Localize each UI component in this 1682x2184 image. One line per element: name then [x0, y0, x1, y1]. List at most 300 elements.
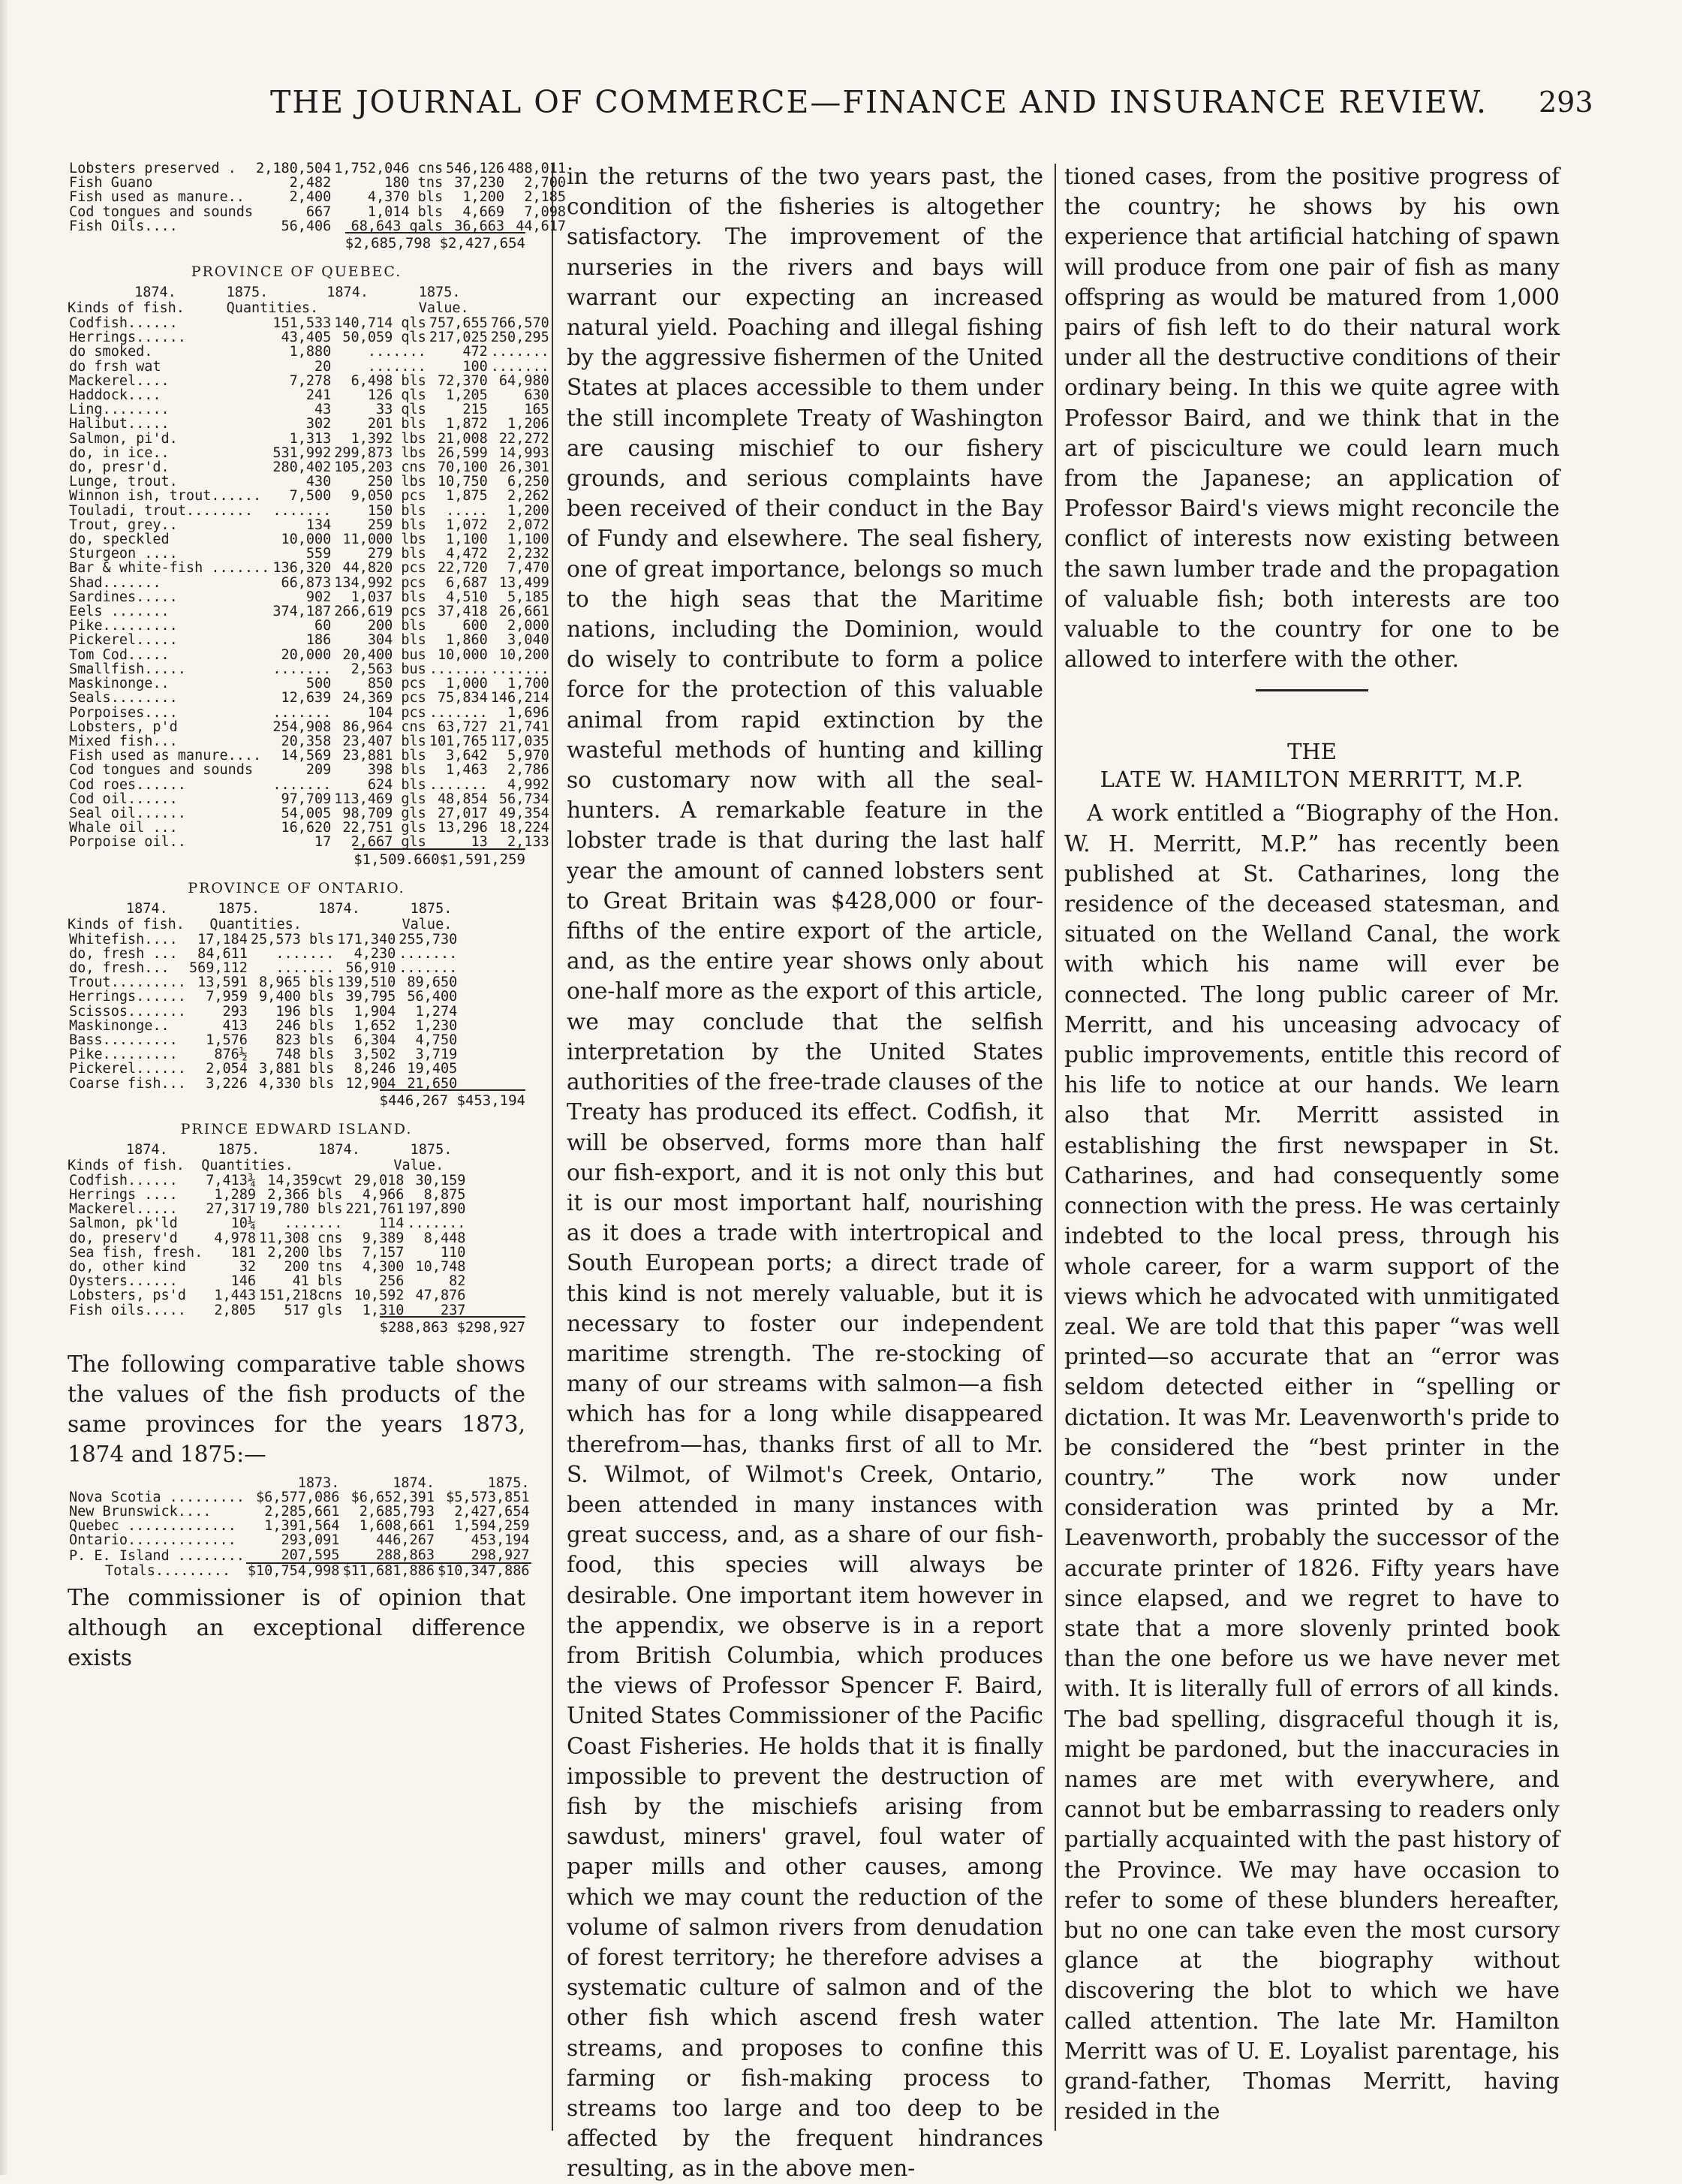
- value-cell: 10,200: [498, 646, 549, 663]
- value-cell: $6,577,086: [256, 1489, 340, 1505]
- value-cell: 23,407 bls: [342, 733, 426, 749]
- value-cell: 100: [462, 358, 488, 375]
- table-row: [68, 576, 551, 590]
- table-row: [68, 778, 551, 792]
- fish-kind-cell: Ling........: [69, 402, 170, 418]
- value-cell: 246 bls: [275, 1017, 335, 1034]
- table-row: [68, 763, 551, 777]
- table-row: [68, 604, 551, 619]
- value-cell: 13,591: [197, 975, 248, 991]
- value-cell: 250 lbs: [367, 474, 426, 490]
- value-cell: 488,011: [507, 161, 567, 176]
- pei-title: PRINCE EDWARD ISLAND.: [180, 1120, 413, 1137]
- fish-kind-cell: Trout, grey..: [69, 517, 178, 533]
- value-cell: 126 qls: [367, 387, 426, 404]
- fish-kind-cell: do frsh wat: [69, 358, 161, 375]
- value-cell: 22,272: [498, 430, 549, 447]
- value-cell: 70,100: [437, 459, 488, 476]
- table-row: [68, 821, 551, 835]
- table-row: [68, 1303, 467, 1318]
- value-cell: 32: [239, 1258, 257, 1275]
- value-cell: 14,993: [498, 444, 549, 461]
- value-cell: 22,720: [437, 560, 488, 577]
- value-cell: 6,250: [507, 474, 549, 490]
- value-cell: 600: [462, 618, 488, 634]
- value-cell: 4,966: [362, 1186, 405, 1203]
- value-cell: 2,262: [507, 488, 549, 505]
- fish-kind-cell: Cod tongues and sounds: [69, 762, 254, 779]
- value-cell: .......: [429, 776, 488, 793]
- fish-kind-cell: do, speckled: [69, 532, 170, 548]
- column-rule-1: [552, 164, 553, 2131]
- value-cell: 41 bls: [292, 1273, 343, 1290]
- column-1: [68, 161, 567, 2151]
- value-cell: 7,157: [362, 1244, 405, 1261]
- value-cell: 6,498 bls: [351, 372, 426, 389]
- fish-kind-cell: Mackerel....: [69, 372, 170, 389]
- value-cell: 8,246: [354, 1061, 396, 1077]
- value-cell: 1,100: [507, 532, 549, 548]
- table-row: [68, 1062, 459, 1076]
- value-cell: 14,359cwt: [267, 1172, 343, 1188]
- section-divider: [1256, 689, 1368, 691]
- value-cell: 302: [305, 416, 332, 432]
- value-cell: 2,366 bls: [267, 1186, 343, 1203]
- value-cell: 3,719: [415, 1047, 458, 1063]
- value-cell: .....: [446, 502, 488, 519]
- fish-kind-cell: Salmon, pi'd.: [69, 430, 178, 447]
- value-cell: 2,000: [507, 618, 549, 634]
- value-cell: .......: [490, 661, 549, 677]
- value-cell: 1,696: [507, 704, 549, 721]
- value-cell: 1,206: [507, 416, 549, 432]
- value-cell: 266,619 pcs: [334, 604, 426, 620]
- fish-kind-cell: Touladi, trout........: [69, 502, 254, 519]
- fish-kind-cell: Whitefish....: [69, 931, 178, 947]
- value-cell: 11,000 lbs: [342, 532, 426, 548]
- value-cell: 667: [305, 203, 332, 220]
- value-cell: 21,008: [437, 430, 488, 447]
- value-cell: 98,709 gls: [342, 805, 426, 821]
- value-cell: 256: [378, 1273, 405, 1290]
- value-cell: 37,418: [437, 604, 488, 620]
- table-row: [68, 417, 551, 431]
- value-cell: 531,992: [272, 444, 332, 461]
- fish-kind-cell: Codfish......: [69, 1172, 178, 1188]
- fish-kind-cell: do, preserv'd: [69, 1230, 178, 1246]
- column-2: [567, 161, 1043, 2184]
- table-row: [68, 360, 551, 374]
- fish-kind-cell: do, presr'd.: [69, 459, 170, 476]
- value-cell: 398 bls: [367, 762, 426, 779]
- table-row: [68, 316, 551, 330]
- fish-kind-cell: Codfish......: [69, 315, 178, 332]
- value-cell: 4,978: [214, 1230, 257, 1246]
- fisheries-article-continued: tioned cases, from the positive progress of the country; he shows by his own experience that artificial hatching of spawn will produce from one pair of fish as many offspring as would be matured from 1,000 pairs of fish left to do their natural work under all the destructive conditions of their ordinary being. In this we quite agree with Professor Baird, and we think that in the art of pisciculture we could learn much from the Japanese; an application of Professor Baird's views might reconcile the conflict of interests now existing between the sawn lumber trade and the propagation of valuable fish; both interests are too valuable to the country for one to be allowed to interfere with the other.: [1064, 164, 1560, 673]
- value-cell: 134: [305, 517, 332, 533]
- value-cell: 1,904: [354, 1003, 396, 1020]
- year-header: 1873.: [297, 1475, 340, 1491]
- value-cell: 60: [314, 618, 332, 634]
- value-cell: 136,320: [272, 560, 332, 577]
- table-row: [68, 749, 551, 763]
- fish-kind-cell: Lobsters preserved .: [69, 161, 236, 176]
- province-cell: New Brunswick....: [69, 1504, 212, 1520]
- value-cell: .......: [429, 661, 488, 677]
- value-cell: 1,875: [446, 488, 488, 505]
- table-row: [68, 806, 551, 821]
- fish-kind-cell: Winnon ish, trout......: [69, 488, 262, 505]
- fish-kind-cell: Sturgeon ....: [69, 546, 178, 562]
- value-cell: 472: [462, 344, 488, 360]
- value-cell: 140,714 qls: [334, 315, 426, 332]
- value-cell: 21,650: [407, 1075, 458, 1092]
- value-cell: 446,267: [376, 1532, 435, 1549]
- fish-kind-cell: Scissos.......: [69, 1003, 186, 1020]
- value-cell: 1,652: [354, 1017, 396, 1034]
- value-cell: 237: [440, 1302, 466, 1318]
- value-cell: 171,340: [337, 931, 396, 947]
- fish-kind-cell: Cod roes......: [69, 776, 186, 793]
- value-cell: 4,370 bls: [367, 189, 444, 206]
- table-row: [68, 1274, 467, 1288]
- fish-kind-cell: Whale oil ...: [69, 820, 178, 836]
- value-cell: 823 bls: [275, 1032, 335, 1048]
- table-row: [68, 504, 551, 518]
- value-cell: 259 bls: [367, 517, 426, 533]
- table-row: [68, 561, 551, 575]
- fish-kind-cell: Pike.........: [69, 1047, 178, 1063]
- table-row: [68, 1260, 467, 1274]
- value-cell: 559: [305, 546, 332, 562]
- top-table-total: $2,685,798 $2,427,654: [68, 233, 525, 253]
- value-cell: 16,620: [281, 820, 332, 836]
- value-cell: 12,639: [281, 690, 332, 706]
- quebec-total: $1,509.660$1,591,259: [68, 850, 525, 869]
- value-cell: 8,875: [423, 1186, 466, 1203]
- column-3: [1064, 161, 1560, 2126]
- value-cell: 24,369 pcs: [342, 690, 426, 706]
- table-row: [68, 633, 551, 647]
- value-cell: 20,400 bus: [342, 646, 426, 663]
- value-cell: 766,570: [490, 315, 549, 332]
- value-cell: 13,499: [498, 574, 549, 591]
- value-cell: .......: [399, 945, 458, 962]
- table-row: [68, 1005, 459, 1019]
- value-cell: 150 bls: [367, 502, 426, 519]
- table-row: [68, 460, 551, 474]
- value-cell: 517 gls: [284, 1302, 343, 1318]
- value-cell: 413: [222, 1017, 248, 1034]
- value-cell: 1,608,661: [359, 1518, 435, 1535]
- table-row: [68, 1231, 467, 1246]
- table-row: [68, 190, 567, 204]
- table-row: [68, 1519, 531, 1533]
- fish-kind-cell: do smoked.: [69, 344, 153, 360]
- value-cell: 13,296: [437, 820, 488, 836]
- fish-kind-cell: Cod oil......: [69, 791, 178, 807]
- table-row: [68, 1173, 467, 1188]
- fish-kind-cell: Coarse fish...: [69, 1075, 186, 1092]
- value-cell: 630: [524, 387, 549, 404]
- table-row: [68, 1505, 531, 1519]
- value-cell: 17: [314, 834, 332, 851]
- value-cell: 19,780 bls: [259, 1201, 343, 1218]
- value-cell: 11,308 cns: [259, 1230, 343, 1246]
- value-cell: 9,400 bls: [259, 989, 335, 1005]
- value-cell: 374,187: [272, 604, 332, 620]
- fish-kind-cell: Herrings......: [69, 330, 186, 346]
- value-cell: 1,310: [362, 1302, 405, 1318]
- value-cell: 14,569: [281, 748, 332, 764]
- value-cell: 43: [314, 402, 332, 418]
- value-cell: 101,765: [429, 733, 488, 749]
- value-cell: 207,595: [281, 1547, 340, 1563]
- total-value: $10,347,886: [437, 1562, 530, 1579]
- value-cell: 36,663: [454, 218, 505, 234]
- quebec-title: PROVINCE OF QUEBEC.: [191, 264, 402, 281]
- value-cell: 19,405: [407, 1061, 458, 1077]
- value-cell: 2,285,661: [264, 1504, 340, 1520]
- value-cell: 1,594,259: [454, 1518, 530, 1535]
- value-cell: 850 pcs: [367, 676, 426, 692]
- value-cell: 201 bls: [367, 416, 426, 432]
- value-cell: .......: [284, 1216, 343, 1232]
- table-row: [68, 662, 551, 676]
- table-row: [68, 1548, 531, 1563]
- value-cell: 196 bls: [275, 1003, 335, 1020]
- fish-kind-cell: Eels .......: [69, 604, 170, 620]
- fish-kind-cell: Tom Cod.....: [69, 646, 170, 663]
- value-cell: 1,014 bls: [367, 203, 444, 220]
- value-cell: 2,667 gls: [351, 834, 426, 851]
- table-row: [68, 1533, 531, 1547]
- table-row: [68, 432, 551, 446]
- fish-kind-cell: Fish used as manure....: [69, 748, 262, 764]
- ontario-title: PROVINCE OF ONTARIO.: [188, 879, 405, 896]
- fish-kind-cell: Porpoise oil..: [69, 834, 186, 851]
- value-cell: 86,964 cns: [342, 718, 426, 735]
- value-cell: 75,834: [437, 690, 488, 706]
- pei-years: 1874. 1875. 1874. 1875.: [68, 1141, 453, 1158]
- value-cell: 3,881 bls: [259, 1061, 335, 1077]
- value-cell: 876½: [214, 1047, 248, 1063]
- value-cell: 47,876: [415, 1288, 466, 1304]
- value-cell: 1,000: [446, 676, 488, 692]
- value-cell: 902: [305, 589, 332, 605]
- province-cell: Quebec .............: [69, 1518, 236, 1535]
- value-cell: 113,469 gls: [334, 791, 426, 807]
- page-number: 293: [1539, 86, 1593, 119]
- value-cell: 180 tns: [384, 175, 444, 191]
- fish-kind-cell: Pike.........: [69, 618, 178, 634]
- fish-kind-cell: Cod tongues and sounds: [69, 203, 254, 220]
- table-header-row: [68, 1476, 531, 1490]
- table-row: [68, 446, 551, 460]
- value-cell: 56,400: [407, 989, 458, 1005]
- fish-kind-cell: Smallfish.....: [69, 661, 186, 677]
- value-cell: 1,872: [446, 416, 488, 432]
- fish-kind-cell: Fish used as manure..: [69, 189, 245, 206]
- value-cell: 10,000: [437, 646, 488, 663]
- value-cell: 4,510: [446, 589, 488, 605]
- fish-kind-cell: Bass.........: [69, 1032, 178, 1048]
- value-cell: 8,965 bls: [259, 975, 335, 991]
- value-cell: $5,573,851: [446, 1489, 530, 1505]
- table-row: [68, 1288, 467, 1303]
- table-row: [68, 330, 551, 345]
- quebec-years: 1874. 1875. 1874. 1875.: [68, 285, 461, 301]
- table-row: [68, 489, 551, 503]
- ontario-total: $446,267 $453,194: [68, 1091, 525, 1110]
- table-row: [68, 835, 551, 849]
- value-cell: 1,752,046 cns: [334, 161, 444, 176]
- value-cell: 7,278: [289, 372, 332, 389]
- value-cell: 151,533: [272, 315, 332, 332]
- fish-kind-cell: Fish Oils....: [69, 218, 178, 234]
- value-cell: 500: [305, 676, 332, 692]
- value-cell: 181: [230, 1244, 257, 1261]
- total-value: $11,681,886: [342, 1562, 435, 1579]
- ontario-table: [68, 932, 459, 1091]
- fish-kind-cell: Lobsters, p'd: [69, 718, 178, 735]
- value-cell: .......: [490, 358, 549, 375]
- value-cell: 68,643 gals: [351, 218, 444, 234]
- value-cell: .......: [407, 1216, 466, 1232]
- value-cell: 200 tns: [284, 1258, 343, 1275]
- value-cell: 72,370: [437, 372, 488, 389]
- value-cell: 1,230: [415, 1017, 458, 1034]
- value-cell: 4,330 bls: [259, 1075, 335, 1092]
- table-row: [68, 691, 551, 705]
- table-row: [68, 676, 551, 691]
- value-cell: 298,927: [471, 1547, 530, 1563]
- value-cell: .......: [272, 704, 332, 721]
- value-cell: 54,005: [281, 805, 332, 821]
- fish-kind-cell: Porpoises....: [69, 704, 178, 721]
- value-cell: 27,017: [437, 805, 488, 821]
- table-row: [68, 1490, 531, 1505]
- value-cell: 49,354: [498, 805, 549, 821]
- table-row: [68, 176, 567, 190]
- value-cell: 44,820 pcs: [342, 560, 426, 577]
- value-cell: 56,406: [281, 218, 332, 234]
- fish-kind-cell: Pickerel......: [69, 1061, 186, 1077]
- page-edge: [0, 0, 8, 2175]
- table-row: [68, 792, 551, 806]
- value-cell: 10¼: [230, 1216, 257, 1232]
- fish-kind-cell: Bar & white-fish .......: [69, 560, 270, 577]
- value-cell: 165: [524, 402, 549, 418]
- value-cell: 2,232: [507, 546, 549, 562]
- value-cell: 84,611: [197, 945, 248, 962]
- value-cell: 1,392 lbs: [351, 430, 426, 447]
- obituary-name: LATE W. HAMILTON MERRITT, M.P.: [1100, 767, 1524, 793]
- value-cell: 27,317: [206, 1201, 257, 1218]
- fish-kind-cell: Lunge, trout.: [69, 474, 178, 490]
- table-row: [68, 402, 551, 417]
- value-cell: 63,727: [437, 718, 488, 735]
- value-cell: 20: [314, 358, 332, 375]
- table-row: [68, 619, 551, 633]
- pei-total: $288,863 $298,927: [68, 1318, 525, 1337]
- fish-kind-cell: Fish oils.....: [69, 1302, 186, 1318]
- table-row: [68, 706, 551, 720]
- value-cell: 7,470: [507, 560, 549, 577]
- value-cell: 13: [471, 834, 488, 851]
- province-cell: Ontario.............: [69, 1532, 236, 1549]
- table-row: [68, 947, 459, 961]
- value-cell: 3,040: [507, 632, 549, 649]
- value-cell: 18,224: [498, 820, 549, 836]
- fish-kind-cell: Fish Guano: [69, 175, 153, 191]
- value-cell: 6,304: [354, 1032, 396, 1048]
- value-cell: 151,218cns: [259, 1288, 343, 1304]
- value-cell: 1,443: [214, 1288, 257, 1304]
- fish-kind-cell: Sardines.....: [69, 589, 178, 605]
- table-row: [68, 345, 551, 359]
- table-row: [68, 720, 551, 734]
- value-cell: 66,873: [281, 574, 332, 591]
- table-row: [68, 932, 459, 947]
- value-cell: 2,805: [214, 1302, 257, 1318]
- value-cell: 1,205: [446, 387, 488, 404]
- value-cell: 304 bls: [367, 632, 426, 649]
- value-cell: 430: [305, 474, 332, 490]
- ontario-years: 1874. 1875. 1874. 1875.: [68, 900, 453, 917]
- value-cell: 3,642: [446, 748, 488, 764]
- value-cell: 1,880: [289, 344, 332, 360]
- value-cell: 453,194: [471, 1532, 530, 1549]
- value-cell: 4,472: [446, 546, 488, 562]
- pei-table: [68, 1173, 467, 1318]
- value-cell: .......: [429, 704, 488, 721]
- value-cell: 4,300: [362, 1258, 405, 1275]
- fish-kind-cell: Herrings ....: [69, 1186, 178, 1203]
- obituary-title: THE: [1287, 739, 1337, 765]
- value-cell: 186: [305, 632, 332, 649]
- totals-label: Totals.........: [105, 1562, 231, 1579]
- fish-kind-cell: Sea fish, fresh.: [69, 1244, 203, 1261]
- fish-kind-cell: Seals........: [69, 690, 178, 706]
- value-cell: 9,050 pcs: [351, 488, 426, 505]
- table-row: [68, 161, 567, 176]
- fish-kind-cell: Salmon, pk'ld: [69, 1216, 178, 1232]
- value-cell: .......: [367, 358, 426, 375]
- table-row: [68, 1246, 467, 1260]
- comparative-intro: The following comparative table shows the values of the fish products of the same provinces for the years 1873, 1874 and 1875:—: [68, 1351, 525, 1468]
- value-cell: 22,751 gls: [342, 820, 426, 836]
- value-cell: 26,301: [498, 459, 549, 476]
- table-row: [68, 975, 459, 990]
- value-cell: 1,860: [446, 632, 488, 649]
- value-cell: 1,391,564: [264, 1518, 340, 1535]
- value-cell: 1,289: [214, 1186, 257, 1203]
- value-cell: 2,400: [289, 189, 332, 206]
- value-cell: 279 bls: [367, 546, 426, 562]
- running-header: THE JOURNAL OF COMMERCE—FINANCE AND INSURANCE REVIEW.: [270, 84, 1488, 120]
- ontario-heads: Kinds of fish. Quantities. Value.: [68, 916, 453, 932]
- value-cell: 288,863: [376, 1547, 435, 1563]
- value-cell: 10,748: [415, 1258, 466, 1275]
- value-cell: 146,214: [490, 690, 549, 706]
- value-cell: 44,617: [516, 218, 567, 234]
- value-cell: 146: [230, 1273, 257, 1290]
- value-cell: 17,184: [197, 931, 248, 947]
- value-cell: .......: [399, 959, 458, 976]
- value-cell: 64,980: [498, 372, 549, 389]
- value-cell: 39,795: [345, 989, 396, 1005]
